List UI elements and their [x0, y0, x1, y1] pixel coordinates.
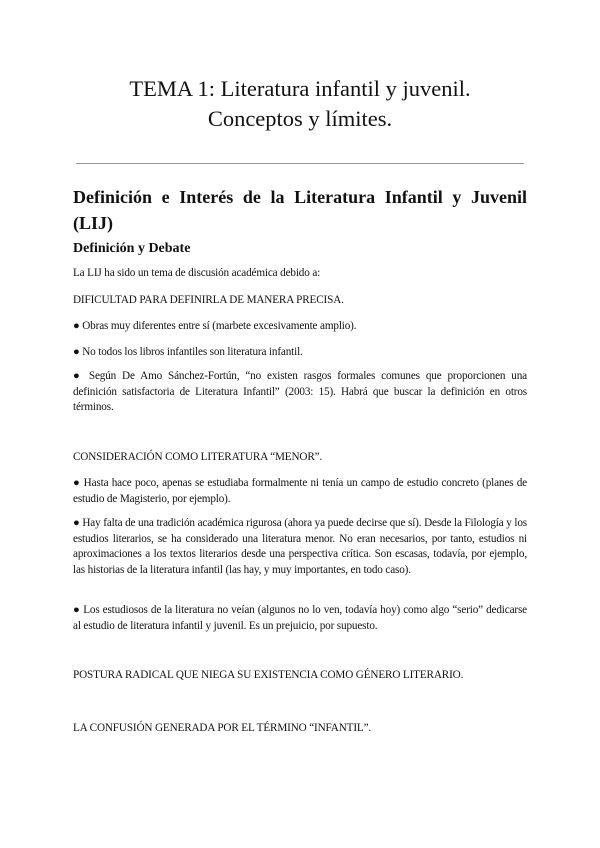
minor-bullet-3: ● Los estudiosos de la literatura no veían (algunos no lo ven, todavía hoy) como algo “serio” dedicarse al estudio de literatura infantil y juvenil. Es un prejuicio, por supuesto. — [73, 604, 527, 632]
difficulty-bullet-3: ● Según De Amo Sánchez-Fortún, “no existen rasgos formales comunes que proporcionen una definición satisfactoria de Literatura Infantil” (2003: 15). Habrá que buscar la definición en otros términos. — [73, 370, 527, 414]
horizontal-divider — [76, 163, 524, 164]
difficulty-bullet-2: ● No todos los libros infantiles son literatura infantil. — [73, 346, 303, 358]
difficulty-bullet-1: ● Obras muy diferentes entre sí (marbete excesivamente amplio). — [73, 320, 357, 332]
document-title — [40, 74, 560, 134]
subsection-heading: Definición y Debate — [73, 241, 191, 256]
document-title-line-2: Conceptos y límites. — [207, 106, 393, 131]
minor-bullet-1: ● Hasta hace poco, apenas se estudiaba formalmente ni tenía un campo de estudio concreto (planes de estudio de Magisterio, por ejemplo). — [73, 477, 527, 505]
minor-literature-heading: CONSIDERACIÓN COMO LITERATURA “MENOR”. — [73, 451, 323, 463]
document-title-line-1: TEMA 1: Literatura infantil y juvenil. — [129, 76, 471, 101]
difficulty-heading: DIFICULTAD PARA DEFINIRLA DE MANERA PRECISA. — [73, 294, 344, 306]
section-heading: Definición e Interés de la Literatura Infantil y Juvenil (LIJ) — [73, 187, 527, 233]
intro-paragraph: La LIJ ha sido un tema de discusión académica debido a: — [73, 267, 321, 279]
minor-bullet-2: ● Hay falta de una tradición académica rigurosa (ahora ya puede decirse que sí). Desde la Filología y los estudios literarios, se ha considerado una literatura menor. No eran necesarios, por tanto, estudios ni aproximaciones a los textos literarios desde una perspectiva crítica. Son escasas, todavía, por ejemplo, las historias de la literatura infantil (las hay, y muy importantes, en todo caso). — [73, 517, 527, 576]
radical-posture-heading: POSTURA RADICAL QUE NIEGA SU EXISTENCIA COMO GÉNERO LITERARIO. — [73, 669, 464, 681]
term-confusion-heading: LA CONFUSIÓN GENERADA POR EL TÉRMINO “INFANTIL”. — [73, 722, 372, 734]
